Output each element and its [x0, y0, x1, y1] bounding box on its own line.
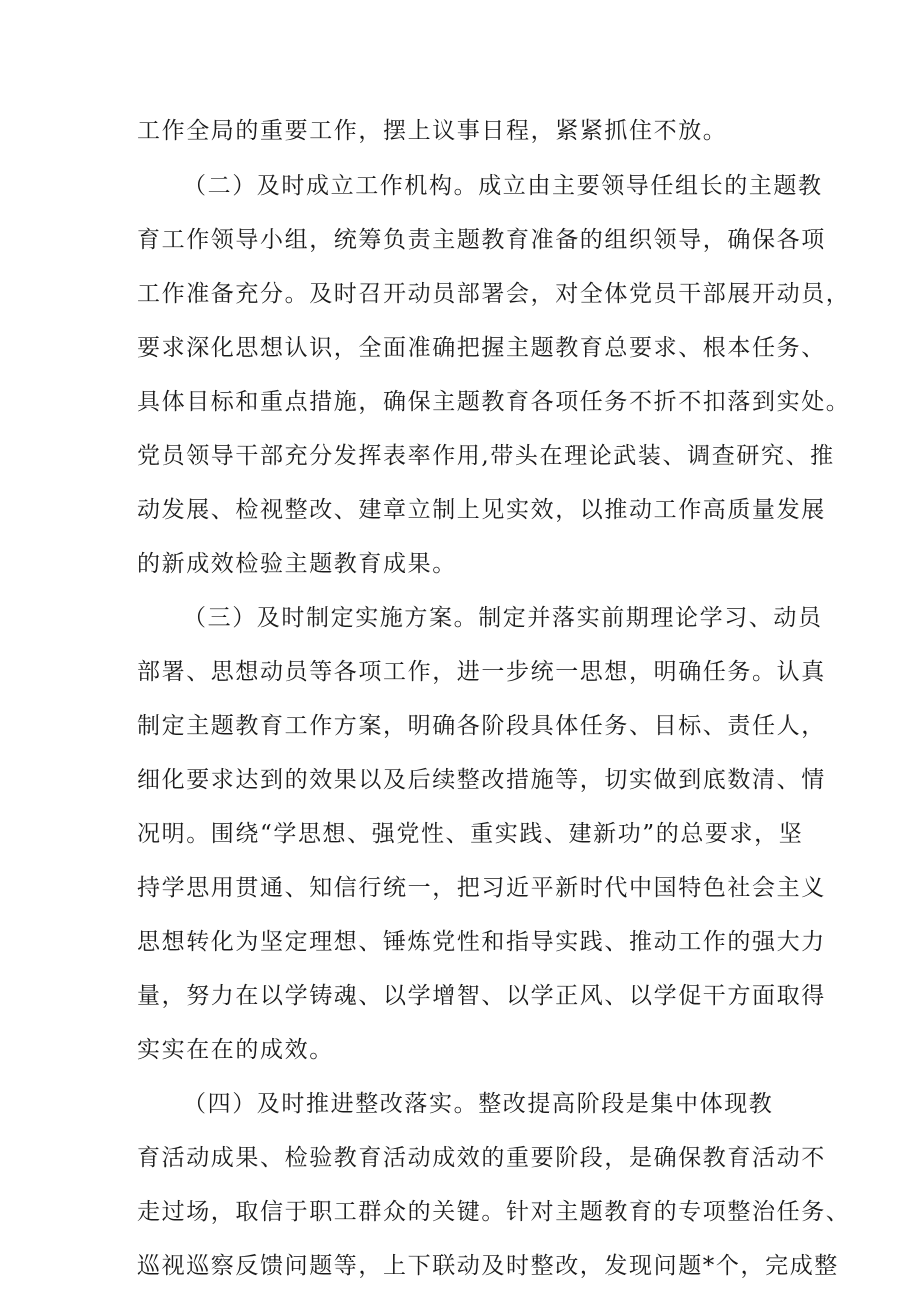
section-heading-line: （四）及时推进整改落实。整改提高阶段是集中体现教 [183, 1091, 774, 1117]
text-line: 思想转化为坚定理想、锤炼党性和指导实践、推动工作的强大力 [137, 929, 826, 955]
text-line: 量，努力在以学铸魂、以学增智、以学正风、以学促干方面取得 [137, 983, 826, 1009]
text-line: 具体目标和重点措施，确保主题教育各项任务不折不扣落到实处。 [137, 389, 851, 415]
text-line: 制定主题教育工作方案，明确各阶段具体任务、目标、责任人， [137, 713, 826, 739]
text-line: 实实在在的成效。 [137, 1037, 334, 1063]
text-line: 的新成效检验主题教育成果。 [137, 551, 457, 577]
text-line: 部署、思想动员等各项工作，进一步统一思想，明确任务。认真 [137, 659, 826, 685]
text-line: 况明。围绕“学思想、强党性、重实践、建新功”的总要求，坚 [137, 821, 804, 847]
text-line: 要求深化思想认识，全面准确把握主题教育总要求、根本任务、 [137, 335, 826, 361]
text-line: 持学思用贯通、知信行统一，把习近平新时代中国特色社会主义 [137, 875, 826, 901]
text-line: 工作准备充分。及时召开动员部署会，对全体党员干部展开动员， [137, 281, 851, 307]
section-heading-line: （二）及时成立工作机构。成立由主要领导任组长的主题教 [183, 173, 823, 199]
text-line: 党员领导干部充分发挥表率作用,带头在理论武装、调查研究、推 [137, 443, 835, 469]
text-line: 育活动成果、检验教育活动成效的重要阶段，是确保教育活动不 [137, 1145, 826, 1171]
text-line: 动发展、检视整改、建章立制上见实效，以推动工作高质量发展 [137, 497, 826, 523]
text-line: 细化要求达到的效果以及后续整改措施等，切实做到底数清、情 [137, 767, 826, 793]
text-line: 育工作领导小组，统筹负责主题教育准备的组织领导，确保各项 [137, 227, 826, 253]
text-line: 巡视巡察反馈问题等，上下联动及时整改，发现问题*个，完成整 [137, 1253, 839, 1279]
text-line: 走过场，取信于职工群众的关键。针对主题教育的专项整治任务、 [137, 1199, 851, 1225]
section-heading-line: （三）及时制定实施方案。制定并落实前期理论学习、动员 [183, 605, 823, 631]
text-line: 工作全局的重要工作，摆上议事日程，紧紧抓住不放。 [137, 118, 728, 144]
